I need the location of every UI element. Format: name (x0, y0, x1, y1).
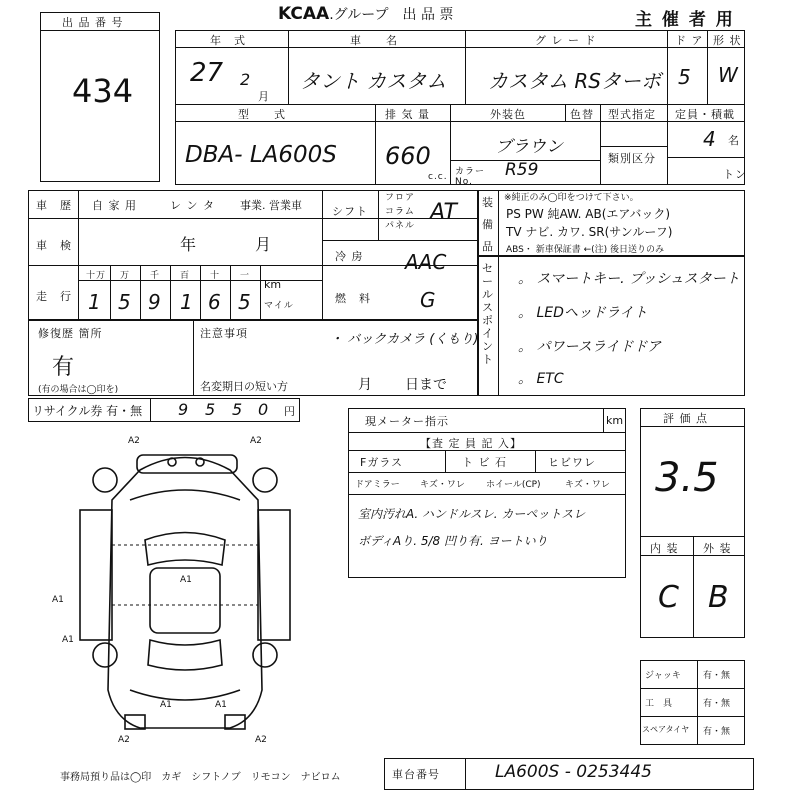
repaint-label: 色替 (570, 108, 594, 121)
model-label: 型 式 (238, 108, 286, 121)
sales-point-item: 。 LEDヘッドライト (518, 305, 648, 321)
grade-label: グ レ ー ド (535, 34, 597, 47)
year-label: 年 式 (210, 34, 246, 47)
rating-label: 評 価 点 (663, 412, 708, 425)
front-glass-label: Fガラス (360, 456, 403, 469)
notes-value: ・ バックカメラ (くもり) (330, 332, 479, 347)
wheel-label: ホイール(CP) (486, 480, 541, 490)
inspection-month: 月 (255, 235, 272, 254)
capacity-label: 定員・積載 (675, 108, 735, 121)
expiry-month: 月 (358, 377, 372, 393)
model-value: DBA- LA600S (185, 142, 337, 168)
damage-mark: A2 (128, 436, 140, 446)
damage-mark: A1 (62, 635, 74, 645)
recycle-digit: 5 (205, 400, 216, 419)
exterior-color-label: 外装色 (490, 108, 526, 121)
month-value: 2 (240, 70, 251, 89)
mileage-digit: 5 (118, 290, 131, 314)
equipment-side-label: 備 (482, 218, 494, 231)
lot-number-label: 出 品 番 号 (62, 16, 124, 29)
damage-mark: A1 (160, 700, 172, 710)
repair-label: 修復歴 箇所 (38, 327, 103, 340)
interior-label: 内 装 (650, 542, 679, 555)
business-use-label: 事業. 営業車 (240, 199, 302, 212)
repair-value: 有 (52, 355, 75, 380)
jack-option: 有・無 (703, 671, 731, 681)
damage-mark: A2 (250, 436, 262, 446)
displacement-label: 排 気 量 (385, 108, 430, 121)
equipment-row-2: TV ナビ. カワ. SR(サンルーフ) (506, 225, 673, 239)
crack-label: ヒビワレ (548, 456, 596, 469)
recycle-digit: 0 (258, 400, 269, 419)
shift-option-column: コラム (385, 207, 415, 217)
shape-value: W (718, 63, 738, 87)
sales-point-item: 。 ETC (518, 371, 564, 387)
damage-mark: A2 (255, 735, 267, 745)
exterior-color-value: ブラウン (495, 137, 563, 157)
brand-logo: KCAA.グループ 出 品 票 (278, 4, 454, 24)
car-name-label: 車 名 (350, 34, 398, 47)
recycle-digit: 9 (178, 400, 189, 419)
ton-unit: トン (723, 168, 747, 181)
header-title: .グループ 出 品 票 (329, 7, 454, 23)
spare-tire-label: スペアタイヤ (642, 725, 690, 734)
shape-label: 形 状 (713, 34, 742, 47)
class-label: 類別区分 (608, 152, 656, 165)
ac-value: AAC (405, 250, 447, 274)
meter-label: 現メーター指示 (365, 415, 449, 428)
grade-value: カスタム RSターボ (488, 69, 661, 93)
doors-value: 5 (678, 65, 691, 89)
cc-unit: c.c. (428, 172, 448, 182)
km-label: km (264, 278, 282, 291)
chassis-number: LA600S - 0253445 (495, 762, 652, 782)
tools-option: 有・無 (703, 699, 731, 709)
inspector-line-2: ボディAり. 5/8 凹り有. ヨートいり (358, 534, 548, 548)
sales-points-side-label: セールスポイント (482, 262, 493, 366)
color-no-label: カラー No. (455, 167, 486, 187)
doors-label: ド ア (675, 34, 704, 47)
rental-label: レ ン タ (170, 199, 215, 212)
expiry-label: 名変期日の短い方 (200, 380, 288, 393)
shift-option-floor: フロア (385, 193, 416, 203)
tools-label: 工 具 (645, 699, 673, 709)
repair-note: (有の場合は◯印を) (38, 385, 119, 395)
lot-number: 434 (72, 72, 134, 110)
equipment-side-label: 品 (482, 240, 494, 253)
fuel-label: 燃 料 (335, 292, 371, 305)
ac-label: 冷 房 (335, 250, 364, 263)
inspector-box (348, 408, 626, 578)
expiry-day: 日まで (405, 377, 447, 393)
jack-label: ジャッキ (645, 671, 681, 681)
recycle-label: リサイクル券 有・無 (32, 404, 143, 418)
type-designation-label: 型式指定 (608, 108, 656, 121)
mileage-digit: 5 (238, 290, 251, 314)
digit-label: 千 (150, 271, 161, 281)
capacity-unit: 名 (728, 134, 740, 147)
meter-unit: km (606, 414, 624, 427)
chassis-label: 車台番号 (392, 768, 440, 781)
damage-mark: A1 (180, 575, 192, 585)
inspector-title: 【査 定 員 記 入】 (420, 437, 522, 450)
digit-label: 十 (210, 271, 221, 281)
mileage-digit: 6 (208, 290, 221, 314)
fuel-value: G (420, 288, 436, 312)
displacement-value: 660 (385, 142, 431, 170)
private-use-label: 自 家 用 (92, 199, 137, 212)
recycle-unit: 円 (284, 405, 296, 418)
mirror-damage-label: キズ・ワレ (420, 480, 465, 490)
mileage-label: 走 行 (36, 290, 72, 303)
sales-point-item: 。 スマートキー. プッシュスタート (518, 271, 740, 287)
shift-option-panel: パネル (385, 221, 416, 231)
history-label: 車 歴 (36, 199, 72, 212)
color-no-value: R59 (505, 160, 539, 180)
capacity-value: 4 (703, 127, 716, 151)
inspection-year: 年 (180, 235, 197, 254)
recycle-digit: 5 (232, 400, 243, 419)
mile-label: マイル (264, 301, 294, 311)
door-mirror-label: ドアミラー (355, 480, 400, 490)
mileage-digit: 1 (88, 290, 101, 314)
damage-mark: A2 (118, 735, 130, 745)
mileage-digit: 1 (180, 290, 193, 314)
mileage-digit: 9 (148, 290, 161, 314)
wheel-damage-label: キズ・ワレ (565, 480, 610, 490)
office-note: 事務局預り品は◯印 カギ シフトノブ リモコン ナビロム (60, 772, 341, 783)
car-name-value: タント カスタム (300, 69, 447, 93)
inspection-label: 車 検 (36, 239, 72, 252)
digit-label: 百 (180, 271, 191, 281)
organizer-label: 主 催 者 用 (635, 10, 735, 30)
exterior-grade: B (708, 580, 729, 615)
inspector-line-1: 室内汚れA. ハンドルスレ. カーペットスレ (358, 507, 586, 521)
notes-label: 注意事項 (200, 327, 248, 340)
spare-tire-option: 有・無 (703, 727, 731, 737)
damage-mark: A1 (52, 595, 64, 605)
digit-label: 万 (120, 271, 131, 281)
sales-point-item: 。 パワースライドドア (518, 339, 661, 355)
equipment-side-label: 装 (482, 196, 494, 209)
shift-label: シフト (332, 205, 368, 218)
equipment-note: ※純正のみ◯印をつけて下さい。 (504, 193, 639, 203)
equipment-row-3: ABS・ 新車保証書 ←(注) 後日送りのみ (506, 245, 665, 255)
damage-mark: A1 (215, 700, 227, 710)
month-unit: 月 (258, 90, 270, 103)
digit-label: 一 (240, 271, 251, 281)
shift-value: AT (430, 200, 457, 225)
interior-grade: C (658, 580, 679, 615)
rating-score: 3.5 (655, 455, 719, 501)
stone-chip-label: ト ビ 石 (462, 456, 507, 469)
exterior-label: 外 装 (703, 542, 732, 555)
equipment-row-1: PS PW 純AW. AB(エアバック) (506, 207, 671, 221)
year-value: 27 (190, 58, 224, 88)
digit-label: 十万 (86, 271, 107, 281)
